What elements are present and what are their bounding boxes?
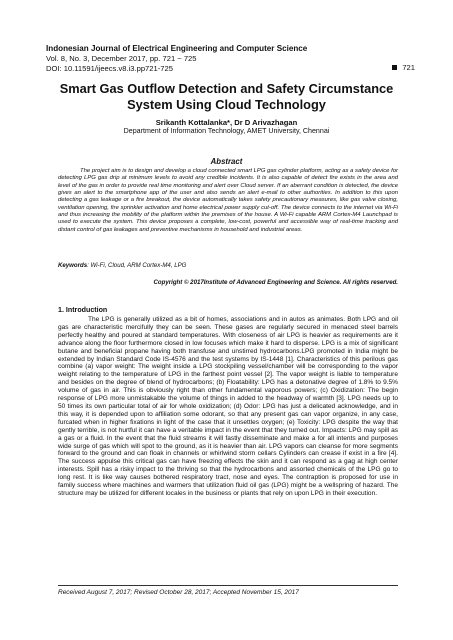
journal-doi[interactable]: DOI: 10.11591/ijeecs.v8.i3.pp721-725: [46, 63, 173, 73]
journal-volume: Vol. 8, No. 3, December 2017, pp. 721 ~ 725: [46, 54, 197, 63]
abstract-text: The project aim is to design and develop a cloud connected smart LPG gas cylinder platform, acting as a safety device for detecting LPG gas drip at minimum levels to avoid any credible incidents. It is also capable of detect fire exists in the area and level of the gas in order to provide real time monitoring and alert over Cloud server. If an aberrant condition is detected, the device gives an alert to the smartphone app of the user and also sends an alert e-mail to other authorities. In addition to this upon detecting a gas leakage or a fire breakout, the device automatically takes safety precautionary measures, like gas valve closing, ventilation opening, fire sprinkler activation and home electrical power supply cut-off. The device connects to the internet via Wi-Fi and thus increasing the mobility of the platform within the premises of the house. A Wi-Fi capable ARM Cortex-M4 Launchpad is used to execute the system. This device proposes a complete, low-cost, powerful and accessible way of real-time tracking and distant control of gas leakages and preventive mechanisms in household and industrial areas.: [58, 168, 398, 233]
paper-affiliation: Department of Information Technology, AMET University, Chennai: [123, 127, 330, 135]
paper-authors: Srikanth Kottalanka*, Dr D Arivazhagan: [155, 118, 298, 127]
keywords-label: Keywords: [58, 262, 88, 269]
page-number: [392, 63, 415, 72]
keywords-text: : Wi-Fi, Cloud, ARM Cortex-M4, LPG: [87, 262, 187, 269]
journal-header: [46, 44, 416, 73]
keywords-line: [58, 262, 398, 269]
footer-divider: [58, 585, 398, 586]
introduction-paragraph: The LPG is generally utilized as a bit of homes, associations and in autos as animates. Both LPG and oil gas are characteristic mercifully they can be seen. These gases are regularly secured in menaced steel barrels perfectly healthy and poured at standard temperatures. With closeness of air LPG is heavier as requirements are it advance along the floor furthermore closed in low focuses which make it hard to disperse. LPG is a mix of significant butane and beneficial propane having both transfuse and unstirred hydrocarbons.LPG promoted in India might be extended by Indian Standard Code IS-4576 and the test systems by IS-1448 [1]. Characteristics of this perilous gas combine (a) vapor weight: The weight inside a LPG stockpiling vessel/chamber will be corresponding to the vapor weight relating to the temperature of LPG in the farthest point vessel [2]. The vapor weight is liable to temperature and besides on the degree of blend of hydrocarbons; (b) Floatability: LPG has a detonative degree of 1.8% to 9.5% volume of gas in air. This is obviously right than other fundamental vaporous powers; (c) Oxidization: The begin response of LPG more unmistakable the volume of things in added to the headway of warmth [3]. LPG needs up to 50 times its own particular total of air for whole oxidization; (d) Odor: LPG has just a delicated acknowledge, and in this way, it is depended upon to affiliation some odorant, so that any present gas can vapor organize, in any case, furcated when in higher fixations in light of the case that it unsettles oxygen; (e) Toxicity: LPG despite the way that gently terrible, is not hurtful it can have a veritable impact in the event that they turned out. Impacts: LPG may spill as a gas or a fluid. In the event that the fluid streams it will fastly disseminate and make a for all intents and purposes wide surge of gas which will spot to the ground, as it is heavier than air. LPG vapors can cleanse for more segments forward to the ground and can floak in channels or whirlwind storm cellars Cylinders can crease if exist in a fire [4]. The success appulse this critical gas can have freezing effects the skin and it can respond as a gag at high center interests. Spill has a risky impact to the thriving so that the hydrocarbons and assorted chemicals of the LPG go to long rest. It is like way causes bothered respiratory tract, nose and eyes. The contraption is proposed for use in family success where machines and warmers that utilization fluid oil gas (LPG) might be a wellspring of hazard. The structure may be utilized for different locales in the business or plants that rely on upon LPG in their execution.: [58, 316, 398, 497]
paper-title: Smart Gas Outflow Detection and Safety Circumstance System Using Cloud Technology: [59, 81, 394, 112]
received-dates: Received August 7, 2017; Revised October 28, 2017; Accepted November 15, 2017: [58, 589, 299, 596]
abstract-heading: Abstract: [210, 157, 243, 166]
square-bullet-icon: [392, 65, 397, 70]
page-number-value: 721: [402, 63, 415, 72]
section-heading-introduction: 1. Introduction: [58, 306, 108, 314]
copyright-notice: Copyright © 2017Institute of Advanced Engineering and Science. All rights reserved.: [153, 279, 398, 286]
journal-name: Indonesian Journal of Electrical Engineering and Computer Science: [46, 44, 308, 53]
